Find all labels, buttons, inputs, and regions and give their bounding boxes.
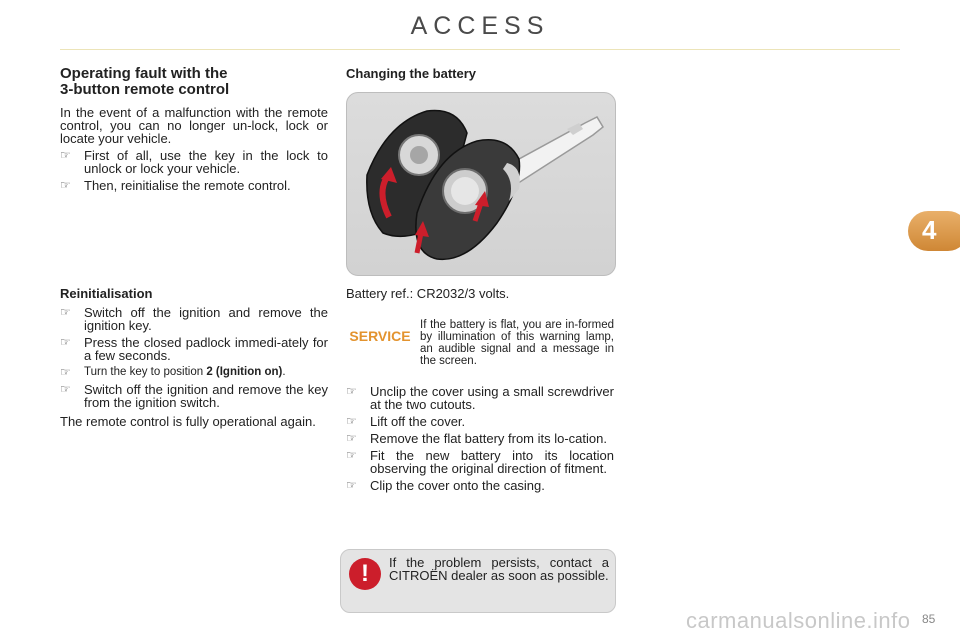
watermark: carmanualsonline.info bbox=[686, 608, 911, 633]
list-item bbox=[60, 366, 328, 379]
service-note: If the battery is flat, you are in-formed by illumination of this warning lamp, an audible signal and a message in the screen. bbox=[420, 319, 614, 367]
remote-key-illustration bbox=[346, 92, 616, 276]
service-warning-icon bbox=[348, 322, 412, 350]
section-title-line2: 3-button remote control bbox=[60, 81, 230, 98]
list-item bbox=[346, 449, 614, 475]
list-item-text: First of all, use the key in the lock to unlock or lock your vehicle. bbox=[84, 148, 328, 176]
reinit-section bbox=[60, 286, 328, 428]
list-item-text: Then, reinitialise the remote control. bbox=[84, 178, 291, 193]
chapter-number: 4 bbox=[922, 215, 937, 245]
list-item bbox=[60, 149, 328, 175]
list-item bbox=[346, 415, 614, 428]
list-item bbox=[60, 306, 328, 332]
pointer-icon: ☞ bbox=[60, 178, 71, 192]
list-item bbox=[60, 336, 328, 362]
pointer-icon: ☞ bbox=[60, 148, 71, 162]
battery-steps-list bbox=[346, 385, 614, 492]
section-title bbox=[60, 66, 328, 98]
ignition-position: 2 (Ignition on) bbox=[206, 366, 283, 378]
fault-steps-list bbox=[60, 149, 328, 192]
list-item bbox=[346, 432, 614, 445]
battery-steps bbox=[346, 381, 614, 492]
page-title: ACCESS bbox=[410, 12, 550, 40]
list-item-text: Remove the flat battery from its lo-cation. bbox=[370, 431, 607, 446]
pointer-icon: ☞ bbox=[60, 305, 71, 319]
exclamation-icon: ! bbox=[349, 558, 381, 590]
left-column bbox=[60, 65, 328, 429]
dealer-alert-box bbox=[340, 549, 616, 613]
reinit-steps-list bbox=[60, 306, 328, 409]
battery-reference: Battery ref.: CR2032/3 volts. bbox=[346, 286, 510, 301]
pointer-icon: ☞ bbox=[346, 478, 357, 492]
chapter-tab[interactable] bbox=[908, 211, 960, 251]
intro-paragraph: In the event of a malfunction with the remote control, you can no longer un-lock, lock or locate your vehicle. bbox=[60, 105, 328, 146]
pointer-icon: ☞ bbox=[60, 335, 71, 349]
alert-text: If the problem persists, contact a CITROËN dealer as soon as possible. bbox=[389, 555, 609, 583]
battery-section-title: Changing the battery bbox=[346, 66, 477, 81]
right-column-header bbox=[346, 66, 614, 82]
pointer-icon: ☞ bbox=[60, 382, 71, 396]
list-item-end: . bbox=[282, 366, 286, 378]
list-item-text: Fit the new battery into its location observing the original direction of fitment. bbox=[370, 448, 614, 476]
list-item bbox=[60, 179, 328, 192]
list-item-text: Clip the cover onto the casing. bbox=[370, 478, 545, 493]
list-item-text: Press the closed padlock immedi-ately for a few seconds. bbox=[84, 335, 328, 363]
list-item-text: Lift off the cover. bbox=[370, 414, 466, 429]
list-item-text: Unclip the cover using a small screwdriver at the two cutouts. bbox=[370, 384, 614, 412]
pointer-icon: ☞ bbox=[346, 384, 357, 398]
reinit-title: Reinitialisation bbox=[60, 286, 153, 301]
pointer-icon: ☞ bbox=[346, 414, 357, 428]
list-item bbox=[346, 385, 614, 411]
list-item bbox=[346, 479, 614, 492]
pointer-icon: ☞ bbox=[346, 431, 357, 445]
closing-paragraph: The remote control is fully operational again. bbox=[60, 414, 316, 429]
list-item-text: Turn the key to position bbox=[84, 366, 207, 378]
pointer-icon: ☞ bbox=[346, 448, 357, 462]
page-number: 85 bbox=[922, 612, 936, 626]
list-item-text: Switch off the ignition and remove the ignition key. bbox=[84, 305, 328, 333]
header-divider bbox=[60, 49, 900, 50]
service-label: SERVICE bbox=[349, 328, 411, 344]
section-title-line1: Operating fault with the bbox=[60, 65, 228, 82]
key-drawing bbox=[347, 93, 615, 275]
pointer-icon: ☞ bbox=[60, 365, 71, 379]
list-item bbox=[60, 383, 328, 409]
list-item-text: Switch off the ignition and remove the key from the ignition switch. bbox=[84, 382, 328, 410]
